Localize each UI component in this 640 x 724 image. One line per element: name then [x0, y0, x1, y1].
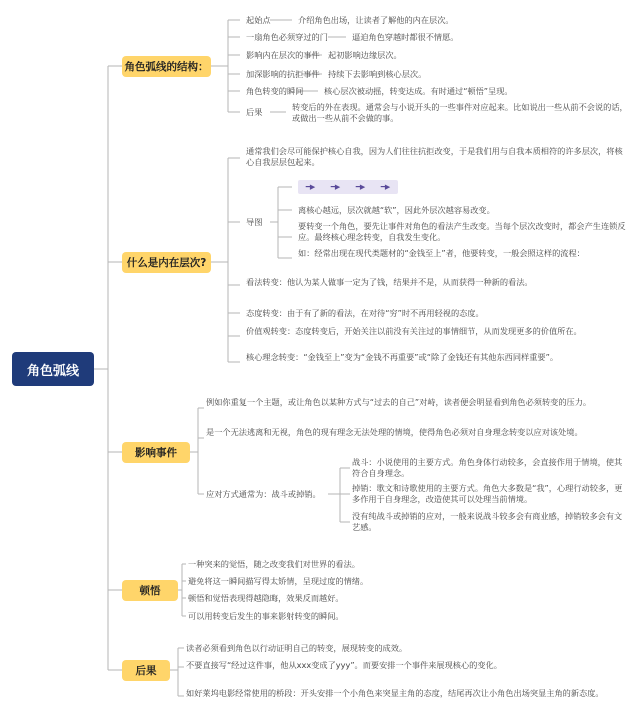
- structure-key-resist: 加深影响的抗拒事件: [246, 69, 320, 79]
- structure-value-result: 转变后的外在表现。通常会与小说开头的一些事件对应起来。比如说出一些从前不会说的话，或做出一些从前不会做的事。: [292, 102, 628, 123]
- branch-inner-layers: 什么是内在层次?: [122, 252, 211, 273]
- root-node: 角色弧线: [12, 352, 94, 386]
- inner-item-attitude: 态度转变：由于有了新的看法，在对待“穷”时不再用轻视的态度。: [246, 308, 484, 318]
- arrow-icon: ━▶: [330, 183, 341, 191]
- inner-diagram-label: 导图: [246, 217, 263, 227]
- events-item-1: 例如你重复一个主题，或让角色以某种方式与“过去的自己”对峙，读者便会明显看到角色必须转变的压力。: [206, 397, 592, 407]
- epiphany-item-3: 顿悟和觉悟表现得越隐晦，效果反而越好。: [188, 593, 344, 603]
- events-item-2: 是一个无法逃离和无视，角色的现有理念无法处理的情境，使得角色必须对自身理念转变以应对该处境。: [206, 427, 583, 437]
- structure-value-moment: 核心层次被动摇，转变达成。有时通过“顿悟”呈现。: [324, 86, 513, 96]
- structure-value-event: 起初影响边缘层次。: [328, 50, 402, 60]
- inner-item-core: 核心理念转变：“金钱至上”变为“金钱不再重要”或“除了金钱还有其他东西同样重要”。: [246, 352, 559, 362]
- branch-structure: 角色弧线的结构：: [122, 56, 211, 77]
- events-response-mix: 没有纯战斗或掉销的应对，一般来说战斗较多会有商业感，掉销较多会有文艺感。: [352, 511, 623, 532]
- inner-item-view: 看法转变：他认为某人做事一定为了钱，结果并不是，从而获得一种新的看法。: [246, 277, 533, 287]
- epiphany-item-2: 避免将这一瞬间描写得太矫情，呈现过度的情绪。: [188, 576, 369, 586]
- inner-note-3: 如：经常出现在现代类题材的“金钱至上”者，他要转变，一般会照这样的流程：: [298, 248, 585, 258]
- branch-epiphany: 顿悟: [122, 580, 178, 601]
- consequence-item-2: 不要直接写“经过这件事，他从xxx变成了yyy”。而要安排一个事件来展现核心的变化。: [186, 660, 502, 670]
- epiphany-item-1: 一种突来的觉悟，随之改变我们对世界的看法。: [188, 559, 360, 569]
- arrow-icon: ━▶: [305, 183, 316, 191]
- structure-key-result: 后果: [246, 107, 263, 117]
- structure-key-start: 起始点: [246, 15, 271, 25]
- consequence-item-1: 读者必须看到角色以行动证明自己的转变，展现转变的成效。: [186, 643, 408, 653]
- structure-key-event: 影响内在层次的事件: [246, 50, 320, 60]
- arrow-icon: ━▶: [380, 183, 391, 191]
- branch-events: 影响事件: [122, 442, 190, 463]
- inner-note-1: 离核心越远，层次就越“软”，因此外层次越容易改变。: [298, 205, 495, 215]
- layer-diagram-image: [298, 180, 398, 194]
- events-response-fight: 战斗：小说使用的主要方式。角色身体行动较多，会直接作用于情境，使其符合自身理念。: [352, 457, 623, 478]
- structure-key-door: 一扇角色必须穿过的门: [246, 32, 328, 42]
- inner-intro: 通常我们会尽可能保护核心自我，因为人们往往抗拒改变，于是我们用与自我本质相符的许多层次，将核心自我层层包起来。: [246, 146, 623, 167]
- branch-consequence: 后果: [122, 660, 170, 681]
- structure-value-door: 逼迫角色穿越时都很不情愿。: [352, 32, 459, 42]
- events-response-label: 应对方式通常为：战斗或掉销。: [206, 489, 321, 499]
- inner-note-2: 要转变一个角色，要先让事件对角色的看法产生改变。当每个层次改变时，都会产生连锁反应。最终核心理念转变，自我发生变化。: [298, 221, 626, 242]
- arrow-icon: ━▶: [355, 183, 366, 191]
- structure-value-start: 介绍角色出场，让读者了解他的内在层次。: [298, 15, 454, 25]
- inner-item-values: 价值观转变：态度转变后，开始关注以前没有关注过的事情细节，从而发现更多的价值所在。: [246, 326, 582, 336]
- structure-value-resist: 持续下去影响到核心层次。: [328, 69, 427, 79]
- consequence-item-3: 如好莱坞电影经常使用的桥段：开头安排一个小角色来突显主角的态度，结尾再次让小角色出场突显主角的新态度。: [186, 688, 604, 698]
- structure-key-moment: 角色转变的瞬间: [246, 86, 304, 96]
- events-response-escape: 掉销：歌文和诗歌使用的主要方式。角色大多数是“我”，心理行动较多，更多作用于自身理念，改造使其可以处理当前情境。: [352, 483, 623, 504]
- epiphany-item-4: 可以用转变后发生的事来影射转变的瞬间。: [188, 611, 344, 621]
